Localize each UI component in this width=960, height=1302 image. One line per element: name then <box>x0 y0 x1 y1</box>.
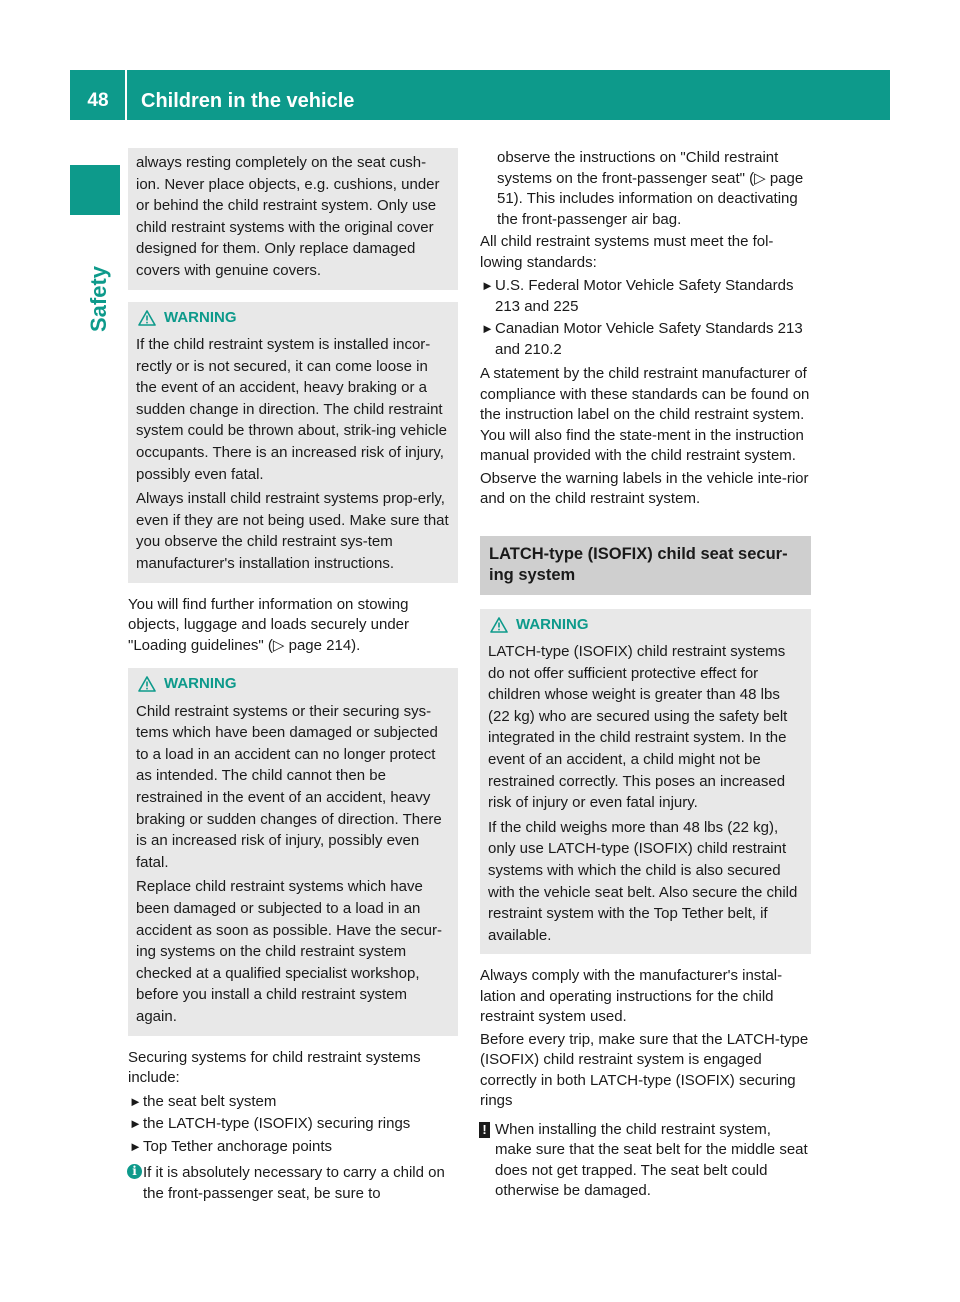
warning-label: WARNING <box>516 615 589 633</box>
warning-triangle-icon <box>138 676 156 692</box>
section-tab-label: Safety <box>86 265 111 332</box>
chapter-title: Children in the vehicle <box>141 90 355 112</box>
warning-text: Child restraint systems or their securing sys-tems which have been damaged or subjected to a load in an accident can no longer protect as intended. The child cannot then be restrained in the event of an accident, heavy braking or sudden changes of direction. There is an increased risk of injury, possibly even fatal. <box>136 702 442 871</box>
body-paragraph: A statement by the child restraint manufacturer of compliance with these standards can be found on the instruction label on the child restraint system. You will also find the state-ment in the instruction manual provided with the child restraint system. <box>480 365 810 464</box>
warning-box <box>128 302 458 583</box>
warning-text: If the child restraint system is installed incor-rectly or is not secured, it can come loose in the event of an accident, heavy braking or a sudden change in direction. The child restraint system could be thrown about, strik-ing vehicle occupants. There is an increased risk of injury, possibly even fatal. <box>136 336 447 483</box>
warning-heading <box>138 674 450 695</box>
info-note-continuation: observe the instructions on "Child restraint systems on the front-passenger seat" (▷ page 51). This includes information on deactivating the front-passenger air bag. <box>497 149 804 228</box>
warning-text: LATCH-type (ISOFIX) child restraint systems do not offer sufficient protective effect for children whose weight is greater than 48 lbs (22 kg) who are secured using the safety belt integrated in the child restraint system. In the event of an accident, a child might not be restrained correctly. This poses an increased risk of injury or even fatal injury. <box>488 643 788 812</box>
list-item: ► the LATCH-type (ISOFIX) securing rings <box>128 1114 458 1135</box>
info-note <box>128 1163 458 1204</box>
bullet-icon: ► <box>129 1116 142 1131</box>
body-paragraph: You will find further information on stowing objects, luggage and loads securely under "Loading guidelines" (▷ page 214). <box>128 595 410 654</box>
body-paragraph: All child restraint systems must meet the fol-lowing standards: <box>480 233 774 271</box>
caution-note-text: When installing the child restraint system, make sure that the seat belt for the middle seat does not get trapped. The seat belt could otherwise be damaged. <box>495 1120 808 1200</box>
warning-text: If the child weighs more than 48 lbs (22 kg), only use LATCH-type (ISOFIX) child restraint systems with which the child is also secured with the vehicle seat belt. Also secure the child restraint system with the Top Tether belt, if available. <box>488 818 798 944</box>
warning-triangle-icon <box>138 310 156 326</box>
section-marker <box>70 165 120 215</box>
info-icon: i <box>127 1164 142 1179</box>
warning-triangle-icon <box>490 617 508 633</box>
warning-text: Always install child restraint systems prop-erly, even if they are not being used. Make sure that you observe the child restraint sys-tem manufacturer's installation instructions. <box>136 490 449 572</box>
warning-heading <box>138 308 450 329</box>
section-heading: LATCH-type (ISOFIX) child seat secur-ing system <box>480 536 811 595</box>
header-separator <box>125 70 127 120</box>
bullet-icon: ► <box>481 278 494 293</box>
body-paragraph: Securing systems for child restraint systems include: <box>128 1048 421 1086</box>
list-item: ► U.S. Federal Motor Vehicle Safety Standards 213 and 225 <box>481 277 794 315</box>
body-paragraph: Always comply with the manufacturer's instal-lation and operating instructions for the child restraint system used. <box>480 967 783 1026</box>
body-paragraph: Observe the warning labels in the vehicle inte-rior and on the child restraint system. <box>480 469 809 507</box>
bullet-icon: ► <box>129 1138 142 1154</box>
bullet-list <box>480 276 811 360</box>
warning-box-continued <box>128 148 458 290</box>
warning-text: Replace child restraint systems which have been damaged or subjected to a load in an accident as soon as possible. Have the secur-ing systems on the child restraint system checked at a qualified specialist workshop, before you install a child restraint system again. <box>136 878 442 1025</box>
warning-label: WARNING <box>164 308 237 326</box>
list-item: ► Canadian Motor Vehicle Safety Standards 213 and 210.2 <box>481 320 803 358</box>
warning-heading <box>490 615 803 636</box>
body-paragraph: Before every trip, make sure that the LATCH-type (ISOFIX) child restraint system is engaged correctly in both LATCH-type (ISOFIX) securing rings <box>480 1030 809 1110</box>
warning-continuation-text: always resting completely on the seat cush-ion. Never place objects, e.g. cushions, under or behind the child restraint system. Only use child restraint systems with the original cover designed for them. Only replace damaged covers with genuine covers. <box>136 154 440 279</box>
caution-note <box>480 1120 811 1202</box>
caution-icon: ! <box>479 1122 490 1138</box>
left-column <box>128 148 458 1204</box>
warning-box <box>128 668 458 1035</box>
right-column <box>480 148 811 1202</box>
list-item: ► the seat belt system <box>128 1092 458 1113</box>
info-note-text: If it is absolutely necessary to carry a child on the front-passenger seat, be sure to <box>143 1164 445 1202</box>
bullet-list <box>128 1092 458 1158</box>
page-number: 48 <box>87 90 109 111</box>
warning-label: WARNING <box>164 675 237 693</box>
bullet-icon: ► <box>481 321 494 336</box>
bullet-icon: ► <box>129 1093 142 1109</box>
warning-box <box>480 609 811 955</box>
list-item: ► Top Tether anchorage points <box>128 1137 458 1158</box>
